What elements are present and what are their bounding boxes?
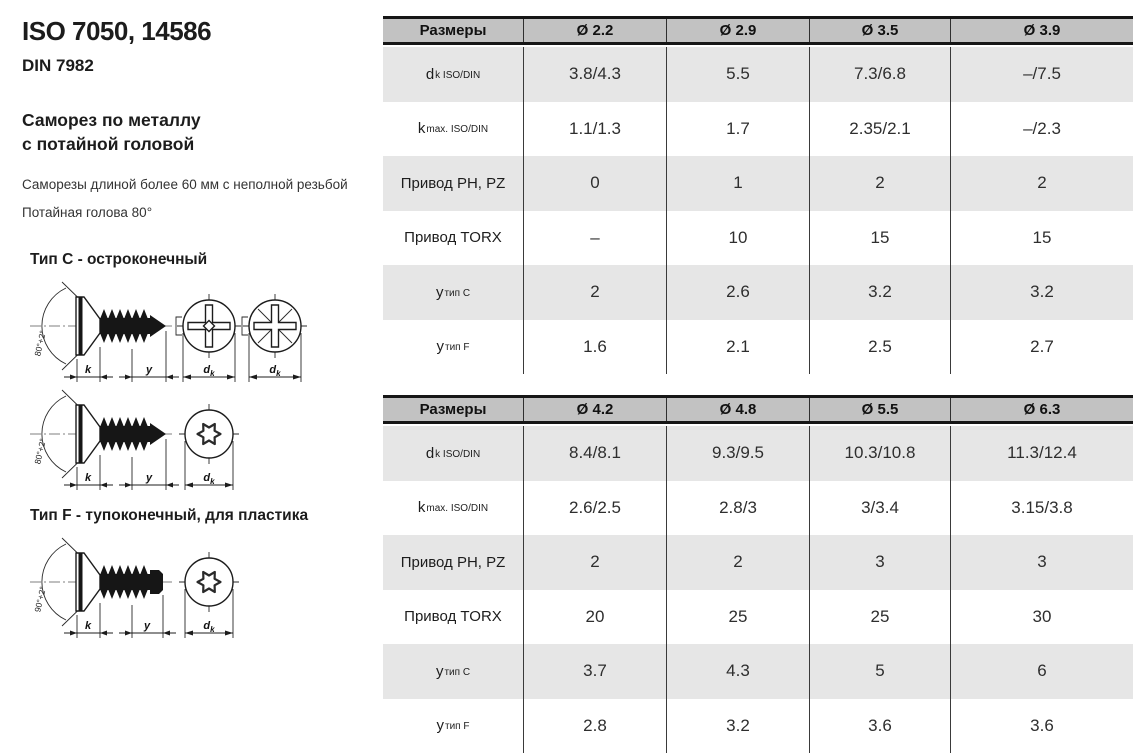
value-cell: 2.1: [666, 320, 809, 375]
value-cell: 2.35/2.1: [809, 102, 950, 157]
product-name: [22, 109, 383, 156]
value-cell: 5: [809, 644, 950, 699]
dimension-y-label: y: [145, 471, 153, 484]
row-label: d $_{k ISO/DIN}$: [425, 65, 481, 83]
value-cell: 15: [809, 211, 950, 266]
type-f-drawing-torx: [26, 537, 256, 641]
value-cell: 7.3/6.8: [809, 47, 950, 102]
table-1-row-3: [383, 156, 1133, 211]
dimension-dk-label: $d_k$: [203, 619, 215, 634]
table-header-row: [383, 16, 1133, 45]
value-cell: 2.6/2.5: [523, 481, 666, 536]
screw-side-view-pointed: [30, 282, 179, 382]
value-cell: 3.8/4.3: [523, 47, 666, 102]
value-cell: 4.3: [666, 644, 809, 699]
dimension-y-label: y: [145, 363, 153, 376]
table-2-row-6: [383, 699, 1133, 753]
value-cell: 1.6: [523, 320, 666, 375]
value-cell: 6: [950, 644, 1133, 699]
value-cell: 2: [950, 156, 1133, 211]
table-1-row-1: [383, 47, 1133, 102]
value-cell: 2.8/3: [666, 481, 809, 536]
product-name-line1: Саморез по металлу: [22, 110, 201, 130]
value-cell: 2: [523, 265, 666, 320]
value-cell: 1.1/1.3: [523, 102, 666, 157]
pozidriv-recess-icon: [242, 294, 307, 382]
value-cell: 3: [950, 535, 1133, 590]
header-dimensions-label: Размеры: [419, 22, 487, 39]
row-label: d $_{k ISO/DIN}$: [425, 444, 481, 462]
value-cell: 10: [666, 211, 809, 266]
size-table-large-diameters: [383, 395, 1133, 753]
value-cell: 3.15/3.8: [950, 481, 1133, 536]
value-cell: 9.3/9.5: [666, 426, 809, 481]
value-cell: 2.5: [809, 320, 950, 375]
row-label: Привод PH, PZ: [400, 553, 506, 571]
header-diameter-col-2: Ø 2.9: [666, 19, 809, 42]
header-diameter-col-3: Ø 3.5: [809, 19, 950, 42]
type-f-section-title: Тип F - тупоконечный, для пластика: [30, 506, 309, 524]
phillips-recess-icon: [176, 294, 241, 382]
screw-side-view-blunt: [30, 538, 176, 638]
value-cell: 5.5: [666, 47, 809, 102]
value-cell: 25: [809, 590, 950, 645]
value-cell: 2.7: [950, 320, 1133, 375]
table-2-row-5: [383, 644, 1133, 699]
description-line-1: Саморезы длиной более 60 мм с неполной резьбой: [22, 177, 348, 193]
type-c-drawing-ph-pz: [26, 281, 311, 385]
table-1-row-6: [383, 320, 1133, 375]
table-1-row-4: [383, 211, 1133, 266]
row-label: y $_{тип C}$: [435, 283, 471, 301]
row-label: y $_{тип C}$: [435, 662, 471, 680]
value-cell: 3.6: [809, 699, 950, 753]
value-cell: 3.6: [950, 699, 1133, 753]
header-diameter-col-2: Ø 4.8: [666, 398, 809, 421]
value-cell: 15: [950, 211, 1133, 266]
description-line-2: Потайная голова 80°: [22, 204, 153, 220]
table-2-row-1: [383, 426, 1133, 481]
size-table-small-diameters: [383, 16, 1133, 374]
dimension-k-label: k: [84, 471, 92, 484]
left-panel: [0, 0, 383, 753]
header-diameter-col-1: Ø 2.2: [523, 19, 666, 42]
header-diameter-col-3: Ø 5.5: [809, 398, 950, 421]
value-cell: 3: [809, 535, 950, 590]
value-cell: 2: [666, 535, 809, 590]
dimension-y-label: y: [143, 619, 151, 632]
dimension-tables-area: [383, 0, 1133, 753]
type-c-drawing-torx: [26, 389, 256, 493]
row-label: Привод PH, PZ: [400, 174, 506, 192]
value-cell: 3.2: [950, 265, 1133, 320]
head-angle-label: 80°+2°: [32, 329, 48, 357]
value-cell: 25: [666, 590, 809, 645]
dimension-dk-label: $d_k$: [203, 363, 215, 378]
row-label: y $_{тип F}$: [436, 717, 470, 735]
torx-recess-icon: [179, 404, 239, 490]
value-cell: 2: [523, 535, 666, 590]
value-cell: 1.7: [666, 102, 809, 157]
value-cell: 10.3/10.8: [809, 426, 950, 481]
value-cell: 1: [666, 156, 809, 211]
value-cell: 8.4/8.1: [523, 426, 666, 481]
table-1-row-5: [383, 265, 1133, 320]
din-subtitle: DIN 7982: [22, 56, 94, 75]
type-c-section-title: Тип C - остроконечный: [30, 250, 208, 268]
value-cell: –: [523, 211, 666, 266]
value-cell: –/2.3: [950, 102, 1133, 157]
value-cell: 20: [523, 590, 666, 645]
value-cell: 2: [809, 156, 950, 211]
table-2-row-3: [383, 535, 1133, 590]
table-header-row: [383, 395, 1133, 424]
table-body: [383, 424, 1133, 753]
value-cell: 2.8: [523, 699, 666, 753]
dimension-dk-label: $d_k$: [203, 471, 215, 486]
value-cell: 3.7: [523, 644, 666, 699]
torx-recess-icon: [179, 552, 239, 638]
value-cell: 3.2: [666, 699, 809, 753]
dimension-k-label: k: [84, 363, 92, 376]
table-1-row-2: [383, 102, 1133, 157]
value-cell: 2.6: [666, 265, 809, 320]
row-label: Привод TORX: [404, 229, 502, 247]
row-label: Привод TORX: [404, 608, 502, 626]
dimension-k-label: k: [84, 619, 92, 632]
dimension-dk-label: $d_k$: [269, 363, 281, 378]
header-diameter-col-4: Ø 3.9: [950, 19, 1133, 42]
value-cell: 3.2: [809, 265, 950, 320]
header-diameter-col-1: Ø 4.2: [523, 398, 666, 421]
screw-side-view-pointed: [30, 390, 179, 490]
table-2-row-2: [383, 481, 1133, 536]
value-cell: 0: [523, 156, 666, 211]
header-dimensions-label: Размеры: [419, 401, 487, 418]
value-cell: –/7.5: [950, 47, 1133, 102]
table-2-row-4: [383, 590, 1133, 645]
value-cell: 3/3.4: [809, 481, 950, 536]
value-cell: 30: [950, 590, 1133, 645]
standards-title: ISO 7050, 14586: [22, 16, 212, 46]
table-body: [383, 45, 1133, 374]
row-label: k $_{max. ISO/DIN}$: [417, 499, 489, 517]
product-name-line2: с потайной головой: [22, 133, 195, 154]
head-angle-label: 80°+2°: [32, 437, 48, 465]
row-label: y $_{тип F}$: [436, 338, 470, 356]
header-diameter-col-4: Ø 6.3: [950, 398, 1133, 421]
head-angle-label: 90°+2°: [32, 585, 48, 613]
value-cell: 11.3/12.4: [950, 426, 1133, 481]
row-label: k $_{max. ISO/DIN}$: [417, 120, 489, 138]
